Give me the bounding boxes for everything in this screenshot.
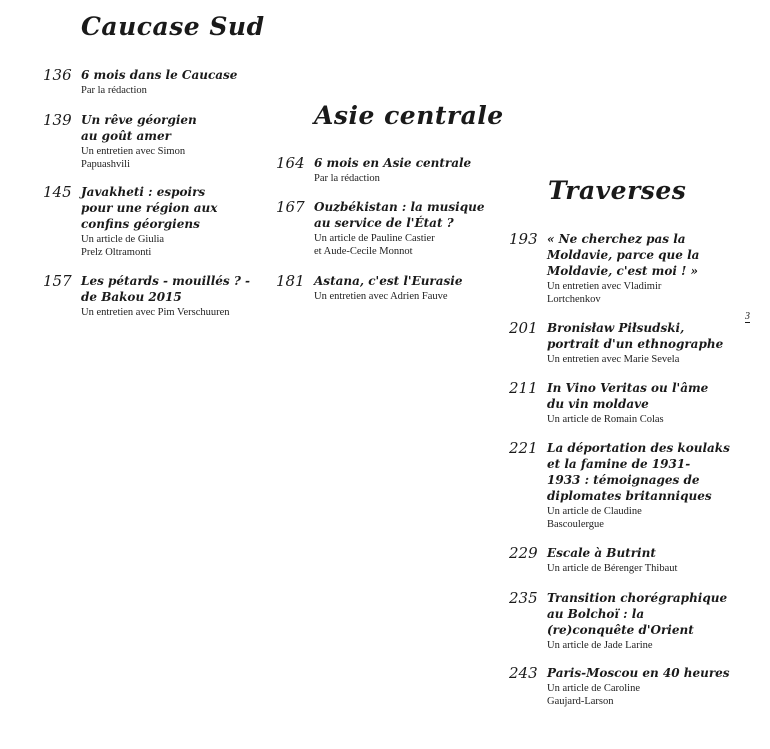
article-author-line: Lortchenkov: [547, 294, 601, 305]
article-author-line: Un entretien avec Vladimir: [547, 281, 662, 292]
article-title-line: In Vino Veritas ou l'âme: [547, 381, 709, 395]
article-author-line: Un article de Caroline: [547, 683, 641, 694]
article-title: [547, 545, 677, 561]
article-author-line: et Aude-Cecile Monnot: [314, 246, 413, 257]
article-title-line: La déportation des koulaks: [547, 441, 730, 455]
article-author-line: Bascoulergue: [547, 519, 604, 530]
article-title-line: (re)conquête d'Orient: [547, 623, 694, 637]
article-title-line: Transition chorégraphique: [547, 591, 728, 605]
article-title-line: de Bakou 2015: [81, 290, 182, 304]
article-title-line: Moldavie, parce que la: [547, 248, 700, 262]
page-number-ref: 235: [509, 589, 538, 607]
article-title: [81, 67, 237, 83]
article-title-line: Ouzbékistan : la musique: [314, 200, 485, 214]
article-title: [81, 112, 197, 144]
article-title: [314, 199, 484, 231]
article-title-line: 1933 : témoignages de: [547, 473, 700, 487]
page-number-ref: 221: [509, 439, 538, 457]
article-title-line: au goût amer: [81, 129, 171, 143]
article-title: [314, 155, 471, 171]
page-number-ref: 136: [43, 66, 72, 84]
article-author-line: Gaujard-Larson: [547, 696, 614, 707]
article-author-line: Un article de Claudine: [547, 506, 642, 517]
page-number-ref: 145: [43, 183, 72, 201]
article-title-line: Javakheti : espoirs: [81, 185, 206, 199]
article-title-line: Un rêve géorgien: [81, 113, 197, 127]
article-author-line: Prelz Oltramonti: [81, 247, 152, 258]
article-author-line: Un entretien avec Pim Verschuuren: [81, 307, 230, 318]
article-title-line: au service de l'État ?: [314, 216, 454, 230]
section-title-caucase-sud: Caucase Sud: [81, 12, 265, 41]
page-number-ref: 193: [509, 230, 538, 248]
article-author-line: Un article de Jade Larine: [547, 640, 653, 651]
article-author-line: Un article de Romain Colas: [547, 414, 664, 425]
article-author: [81, 145, 197, 171]
article-author-line: Par la rédaction: [314, 173, 380, 184]
article-author-line: Un entretien avec Adrien Fauve: [314, 291, 448, 302]
article-author: [547, 505, 730, 531]
article-author-line: Papuashvili: [81, 159, 130, 170]
article-title-line: pour une région aux: [81, 201, 218, 215]
article-author: [81, 233, 217, 259]
article-title-line: Les pétards - mouillés ? -: [81, 274, 251, 288]
page-number-ref: 211: [509, 379, 538, 397]
article-title-line: 6 mois dans le Caucase: [81, 68, 238, 82]
article-author-line: Un entretien avec Simon: [81, 146, 186, 157]
article-author: [547, 280, 699, 306]
article-title-line: diplomates britanniques: [547, 489, 712, 503]
article-title: [547, 380, 708, 412]
article-title-line: Moldavie, c'est moi ! »: [547, 264, 699, 278]
article-title-line: Bronisław Piłsudski,: [547, 321, 685, 335]
page-number-ref: 139: [43, 111, 72, 129]
page-number-ref: 164: [276, 154, 305, 172]
article-author: [547, 562, 677, 575]
section-title-asie-centrale: Asie centrale: [314, 101, 504, 130]
article-author: [314, 172, 471, 185]
article-author: [81, 84, 237, 97]
article-author: [314, 290, 462, 303]
article-title-line: et la famine de 1931-: [547, 457, 691, 471]
article-title-line: Escale à Butrint: [547, 546, 656, 560]
page-number-ref: 167: [276, 198, 305, 216]
page-number-ref: 157: [43, 272, 72, 290]
section-title-traverses: Traverses: [548, 176, 687, 205]
article-title-line: Astana, c'est l'Eurasie: [314, 274, 463, 288]
article-title-line: du vin moldave: [547, 397, 649, 411]
article-author-line: Un article de Giulia: [81, 234, 165, 245]
article-author: [81, 306, 250, 319]
article-author: [547, 639, 727, 652]
article-title-line: Paris-Moscou en 40 heures: [547, 666, 730, 680]
article-author-line: Par la rédaction: [81, 85, 147, 96]
article-title: [81, 184, 217, 232]
article-author: [547, 413, 708, 426]
article-title-line: confins géorgiens: [81, 217, 200, 231]
article-title-line: 6 mois en Asie centrale: [314, 156, 472, 170]
article-title: [547, 440, 730, 504]
article-author-line: Un article de Bérenger Thibaut: [547, 563, 678, 574]
article-title-line: « Ne cherchez pas la: [547, 232, 686, 246]
article-author: [547, 353, 723, 366]
page-number-ref: 229: [509, 544, 538, 562]
article-author-line: Un article de Pauline Castier: [314, 233, 435, 244]
page-number: 3: [745, 311, 750, 322]
article-title-line: au Bolchoï : la: [547, 607, 645, 621]
article-title-line: portrait d'un ethnographe: [547, 337, 724, 351]
page-number-ref: 201: [509, 319, 538, 337]
article-author: [314, 232, 484, 258]
article-author: [547, 682, 730, 708]
article-title: [547, 231, 699, 279]
article-title: [547, 665, 730, 681]
article-title: [547, 320, 723, 352]
page-number-ref: 181: [276, 272, 305, 290]
article-title: [81, 273, 250, 305]
article-title: [547, 590, 727, 638]
article-author-line: Un entretien avec Marie Sevela: [547, 354, 680, 365]
article-title: [314, 273, 462, 289]
page-number-ref: 243: [509, 664, 538, 682]
